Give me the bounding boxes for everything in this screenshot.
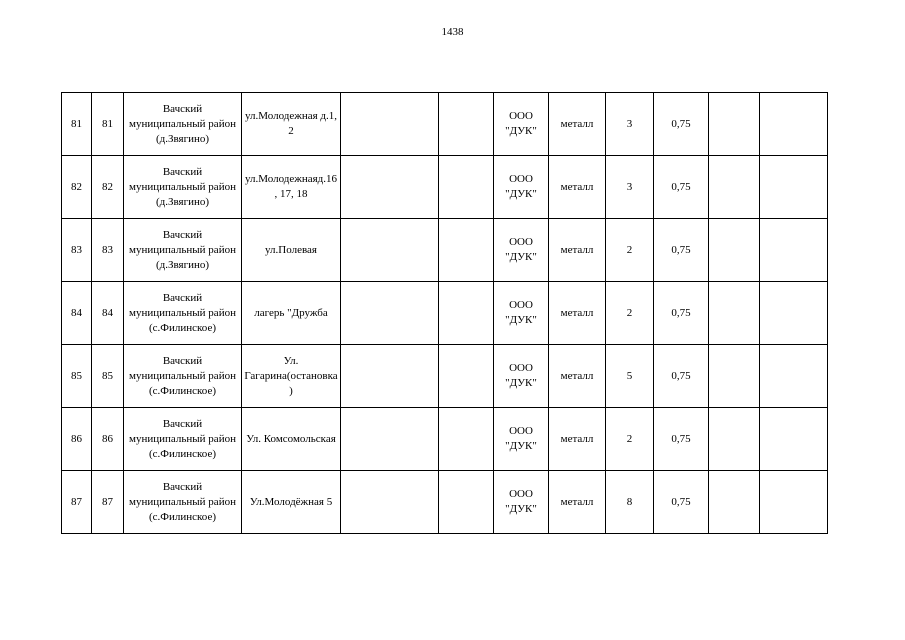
volume-cell: 0,75 (654, 345, 709, 408)
volume-cell: 0,75 (654, 156, 709, 219)
empty-cell (341, 282, 439, 345)
volume-cell: 0,75 (654, 93, 709, 156)
table-row (62, 408, 828, 471)
row-number-cell: 81 (62, 93, 92, 156)
empty-cell (439, 471, 494, 534)
address-cell: лагерь "Дружба (242, 282, 341, 345)
owner-cell: ООО "ДУК" (494, 345, 549, 408)
address-cell: ул.Молодежная д.1, 2 (242, 93, 341, 156)
empty-cell (341, 345, 439, 408)
address-cell: Ул. Гагарина(остановка) (242, 345, 341, 408)
material-cell: металл (549, 471, 606, 534)
row-number-cell: 86 (62, 408, 92, 471)
address-cell: Ул. Комсомольская (242, 408, 341, 471)
empty-cell (760, 156, 828, 219)
material-cell: металл (549, 93, 606, 156)
empty-cell (439, 219, 494, 282)
empty-cell (341, 219, 439, 282)
owner-cell: ООО "ДУК" (494, 219, 549, 282)
owner-cell: ООО "ДУК" (494, 408, 549, 471)
site-id-cell: 81 (92, 93, 124, 156)
material-cell: металл (549, 345, 606, 408)
empty-cell (439, 345, 494, 408)
district-cell: Вачский муниципальный район (д.Звягино) (124, 93, 242, 156)
page-number: 1438 (441, 26, 464, 38)
table-row (62, 282, 828, 345)
material-cell: металл (549, 408, 606, 471)
registry-table (61, 92, 828, 534)
row-number-cell: 83 (62, 219, 92, 282)
table-row (62, 219, 828, 282)
empty-cell (709, 219, 760, 282)
district-cell: Вачский муниципальный район (с.Филинское) (124, 471, 242, 534)
container-count-cell: 3 (606, 93, 654, 156)
container-count-cell: 3 (606, 156, 654, 219)
material-cell: металл (549, 156, 606, 219)
empty-cell (760, 471, 828, 534)
owner-cell: ООО "ДУК" (494, 471, 549, 534)
empty-cell (760, 219, 828, 282)
district-cell: Вачский муниципальный район (с.Филинское) (124, 282, 242, 345)
empty-cell (760, 282, 828, 345)
empty-cell (760, 93, 828, 156)
container-count-cell: 2 (606, 282, 654, 345)
empty-cell (709, 282, 760, 345)
empty-cell (341, 408, 439, 471)
table-row (62, 345, 828, 408)
empty-cell (341, 93, 439, 156)
container-count-cell: 2 (606, 408, 654, 471)
district-cell: Вачский муниципальный район (с.Филинское) (124, 408, 242, 471)
empty-cell (709, 345, 760, 408)
container-count-cell: 5 (606, 345, 654, 408)
row-number-cell: 85 (62, 345, 92, 408)
empty-cell (709, 408, 760, 471)
site-id-cell: 82 (92, 156, 124, 219)
site-id-cell: 85 (92, 345, 124, 408)
volume-cell: 0,75 (654, 471, 709, 534)
empty-cell (760, 408, 828, 471)
row-number-cell: 84 (62, 282, 92, 345)
empty-cell (709, 471, 760, 534)
empty-cell (341, 156, 439, 219)
district-cell: Вачский муниципальный район (д.Звягино) (124, 219, 242, 282)
address-cell: Ул.Молодёжная 5 (242, 471, 341, 534)
material-cell: металл (549, 219, 606, 282)
owner-cell: ООО "ДУК" (494, 156, 549, 219)
empty-cell (439, 93, 494, 156)
site-id-cell: 83 (92, 219, 124, 282)
empty-cell (439, 408, 494, 471)
material-cell: металл (549, 282, 606, 345)
table-row (62, 93, 828, 156)
address-cell: ул.Молодежнаяд.16, 17, 18 (242, 156, 341, 219)
row-number-cell: 87 (62, 471, 92, 534)
volume-cell: 0,75 (654, 219, 709, 282)
volume-cell: 0,75 (654, 408, 709, 471)
row-number-cell: 82 (62, 156, 92, 219)
site-id-cell: 84 (92, 282, 124, 345)
owner-cell: ООО "ДУК" (494, 282, 549, 345)
empty-cell (709, 156, 760, 219)
district-cell: Вачский муниципальный район (с.Филинское) (124, 345, 242, 408)
empty-cell (760, 345, 828, 408)
empty-cell (341, 471, 439, 534)
table-row (62, 471, 828, 534)
table-row (62, 156, 828, 219)
address-cell: ул.Полевая (242, 219, 341, 282)
owner-cell: ООО "ДУК" (494, 93, 549, 156)
site-id-cell: 86 (92, 408, 124, 471)
container-count-cell: 8 (606, 471, 654, 534)
site-id-cell: 87 (92, 471, 124, 534)
volume-cell: 0,75 (654, 282, 709, 345)
container-count-cell: 2 (606, 219, 654, 282)
empty-cell (709, 93, 760, 156)
district-cell: Вачский муниципальный район (д.Звягино) (124, 156, 242, 219)
empty-cell (439, 282, 494, 345)
empty-cell (439, 156, 494, 219)
